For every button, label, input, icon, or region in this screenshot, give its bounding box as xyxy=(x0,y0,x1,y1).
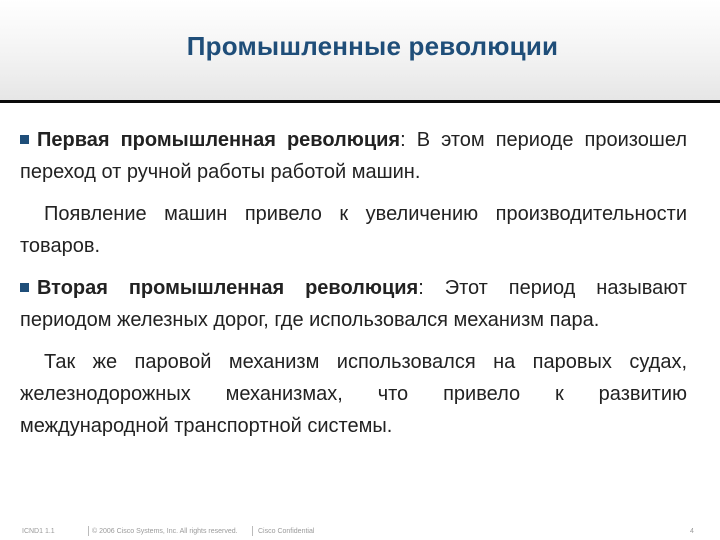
paragraph-steam-mechanism xyxy=(20,346,687,442)
paragraph-first-revolution xyxy=(20,124,687,188)
footer-separator xyxy=(88,526,89,536)
machines-text: Появление машин привело к увеличению производительности товаров. xyxy=(20,203,687,257)
footer-confidential: Cisco Confidential xyxy=(258,528,315,535)
page-number: 4 xyxy=(690,528,694,535)
footer-copyright: © 2006 Cisco Systems, Inc. All rights reserved. xyxy=(92,528,238,535)
square-bullet-icon xyxy=(20,283,29,292)
first-revolution-text: : В этом периоде произошел переход от ручной работы работой машин. xyxy=(20,129,687,183)
first-revolution-term: Первая промышленная революция xyxy=(37,129,401,151)
title-divider xyxy=(0,100,720,103)
slide-body xyxy=(20,124,687,452)
second-revolution-term: Вторая промышленная революция xyxy=(37,277,419,299)
square-bullet-icon xyxy=(20,135,29,144)
paragraph-machines xyxy=(20,198,687,262)
footer-course-code: ICND1 1.1 xyxy=(22,528,55,535)
paragraph-second-revolution xyxy=(20,272,687,336)
slide-footer xyxy=(0,522,720,540)
second-revolution-text: : Этот период называют периодом железных дорог, где использовался механизм пара. xyxy=(20,277,688,331)
footer-separator xyxy=(252,526,253,536)
steam-mechanism-text: Так же паровой механизм использовался на паровых судах, железнодорожных механизмах, что привело к развитию международной транспортной системы. xyxy=(20,351,687,437)
slide-title: Промышленные революции xyxy=(186,31,559,61)
